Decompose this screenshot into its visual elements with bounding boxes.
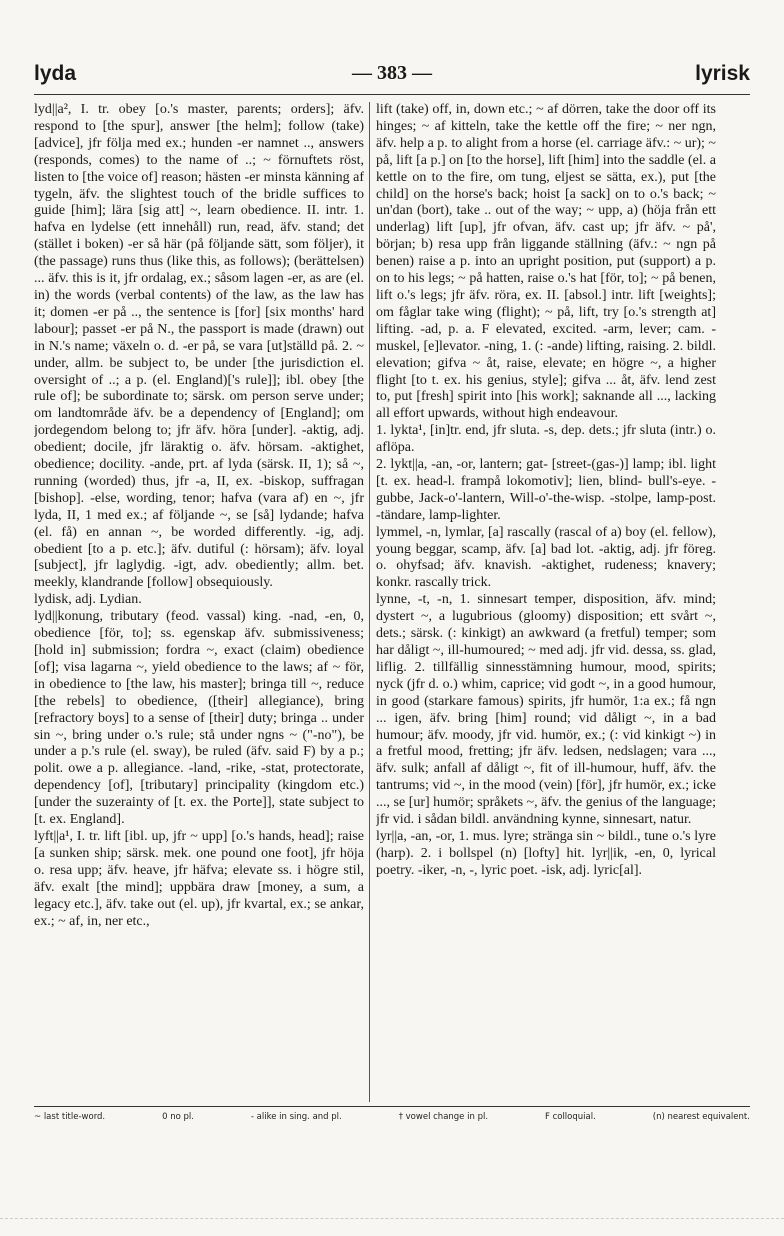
- left-column: [34, 102, 364, 1102]
- legend-item: - alike in sing. and pl.: [250, 1112, 342, 1122]
- column-divider: [369, 102, 370, 1102]
- header-rule: [34, 94, 750, 95]
- entry-lyfta: lyft||a¹, I. tr. lift [ibl. up, jfr ~ upp] [o.'s hands, head]; raise [a sunken ship; särsk. mek. one pound one foot], jfr höja o. resa upp; äfv. heave, jfr häfva; elevate ss. i högre stil, äfv. exalt [the mind]; uppbära draw [money, a sum, a legacy etc.], äfv. take out (el. up), jfr kvartal, ex.; se ankar, ex.; ~ af, in, ner etc.,: [34, 828, 364, 929]
- legend-item: 0 no pl.: [162, 1112, 194, 1122]
- legend-item: (n) nearest equivalent.: [652, 1112, 750, 1122]
- entry-lykta-2: 2. lykt||a, -an, -or, lantern; gat- [street-(gas-)] lamp; ibl. light [t. ex. head-l. frampå lokomotiv]; lien, blind- bull's-eye. -gubbe, Jack-o'-lantern, Will-o'-the-wisp. -stolpe, lamp-post. -tändare, lamp-lighter.: [376, 457, 716, 523]
- legend-item: ~ last title-word.: [34, 1112, 106, 1122]
- page-bottom-edge: [0, 1218, 784, 1219]
- entry-lyda: lyd||a², I. tr. obey [o.'s master, parents; orders]; äfv. respond to [the spur], answer [the helm]; follow (take) [advice], jfr följa med ex.; hunden -er namnet .., answers (responds, comes) to the name of ..; ~ förnuftets röst, listen to [the voice of] reason; hästen -er minsta känning af tygeln, äfv. the slightest touch of the bridle suffices to guide [him]; lära [sig att] ~, learn obedience. II. intr. 1. hafva en lydelse (ett innehåll) run, read, äfv. stand; det (stället i boken) -er så här (på följande sätt, som följer), it (the passage) runs thus (like this, as follows); (berättelsen) ... äfv. this is it, jfr ordalag, ex.; såsom lagen -er, as are (el. in) the words (verbal contents) of the law, as the law has it; domen -er på .., the sentence is [for] [six months' hard labour]; passet -er på N., the passport is made (drawn) out in N.'s name; växeln o. d. -er på, se vara [ut]ställd på. 2. ~ under, allm. be subject to, be under [the jurisdiction el. oversight of ..; a p. (el. England)['s rule]]; ibl. obey [the rule of]; be subordinate to; särsk. om person serve under; om landtområde äfv. be a dependency of [England]; om jordegendom belong to; jfr äfv. höra [under]. -aktig, adj. obedient; docile, jfr läraktig o. äfv. hörsam. -aktighet, obedience; docility. -ande, prt. af lyda (särsk. II, 1); så ~, running (worded) thus, jfr -a, II, ex. -biskop, suffragan [bishop]. -else, wording, tenor; hafva (vara af) en ~, jfr lyda, II, 1 med ex.; af följande ~, se [så] lydande; hafva (el. få) en annan ~, be worded differently. -ig, adj. obedient [to a p. etc.]; äfv. dutiful (: hörsam); äfv. loyal [subject], jfr laglydig. -igt, adv. obediently; allm. bet. meekly, klandrande [follow] obsequiously.: [34, 102, 364, 591]
- entry-lydkonung: lyd||konung, tributary (feod. vassal) king. -nad, -en, 0, obedience [för, to]; ss. egenskap äfv. submissiveness; [hold in] submission; fordra ~, exact (claim) obedience [of]; visa lagarna ~, yield obedience to the laws; af ~ för, in obedience to [the law, his master]; bringa till ~, reduce [the rebels] to obedience, ([their] allegiance), bring [refractory boys] to a sense of [their] duty; bringa .. under sin ~, bring under o.'s rule; stå under ngns ~ ("-no"), be under a p.'s rule (el. sway), be ruled (äfv. said F) by a p.; polit. owe a p. allegiance. -land, -rike, -stat, protectorate, dependency [of], [tributary] principality (kingdom etc.) [under the suzerainty of [t. ex. the Porte]], state subject to [t. ex. England].: [34, 609, 364, 828]
- legend-item: F colloquial.: [544, 1112, 596, 1122]
- right-guide-word: lyrisk: [695, 62, 750, 85]
- page-header: [34, 62, 750, 90]
- right-column: [376, 102, 716, 1102]
- entry-lykta-1: 1. lykta¹, [in]tr. end, jfr sluta. -s, dep. dets.; jfr sluta (intr.) o. aflöpa.: [376, 423, 716, 456]
- left-guide-word: lyda: [34, 62, 77, 85]
- abbreviation-legend: [34, 1112, 750, 1122]
- entry-lynne: lynne, -t, -n, 1. sinnesart temper, disposition, äfv. mind; dystert ~, a lugubrious (gloomy) disposition; ett svårt ~, dets.; särsk. (: kinkigt) an awkward (a fretful) temper; som har dåligt ~, ill-humoured; ~ med adj. jfr vid. dessa, ss. glad, liflig. 2. tillfällig sinnesstämning humour, mood, spirits; nyck (jfr d. o.) whim, caprice; vid godt ~, in a good humour, in good (starkare famous) spirits, jfr humör, 1:a ex.; få ngn ... igen, äfv. bring [him] round; vid dåligt ~, in a bad humour; äfv. moody, jfr vid. humör, ex.; (: vid kinkigt ~) in a fretful mood, fretting; jfr äfv. ledsen, nedslagen; vara ..., äfv. sulk; anfall af dåligt ~, fit of ill-humour, huff, äfv. the tantrums; vid ~, in the mood (vein) [för], jfr humör, ex.; icke ..., se [ur] humör; språkets ~, äfv. the genius of the language; jfr vid. i sådan bildl. användning kynne, sinnesart, natur.: [376, 592, 716, 828]
- entry-lydisk: lydisk, adj. Lydian.: [34, 592, 142, 608]
- footer-rule: [34, 1106, 750, 1107]
- legend-item: † vowel change in pl.: [398, 1112, 489, 1122]
- entry-lyra: lyr||a, -an, -or, 1. mus. lyre; stränga sin ~ bildl., tune o.'s lyre (harp). 2. i bollspel (n) [lofty] hit. lyr||ik, -en, 0, lyrical poetry. -iker, -n, -, lyric poet. -isk, adj. lyric[al].: [376, 828, 716, 878]
- entry-lyfta-continued: lift (take) off, in, down etc.; ~ af dörren, take the door off its hinges; ~ af kitteln, take the kettle off the fire; ~ ner ngn, äfv. help a p. to alight from a horse (el. carriage äfv.: ~ ur); ~ på, lift [a p.] on [to the horse], lift [him] into the saddle (el. a kettle on to the fire, om tung, eljest se sätta, ex.), put [the child] on the horse's back; hoist [a sack] on to o.'s back; ~ un'dan (bort), take .. out of the way; ~ upp, a) (höja från ett underlag) lift [up], jfr ofvan, äfv. cast up; jfr äfv. ~ på', början; b) resa upp från liggande ställning (äfv.: ~ ngn på benen) raise a p. into an upright position, put (support) a p. on to his legs; ~ på hatten, raise o.'s hat [för, to]; ~ på benen, lift o.'s legs; jfr äfv. röra, ex. II. [absol.] intr. lift [weights]; om fåglar take wing (flight); ~ på, lift, try [o.'s strength at] lifting. -ad, p. a. F elevated, excited. -arm, lever; cam. -muskel, [e]levator. -ning, 1. (: -ande) lifting, raising. 2. bildl. elevation; gifva ~ åt, raise, elevate; en högre ~, a higher flight [to t. ex. his genius, style]; gifva ... åt, äfv. lend zest to, put [fresh] spirit into [his work]; saknande all ..., lacking all effort upwards, without high endeavour.: [376, 102, 716, 422]
- page-number: — 383 —: [352, 62, 432, 84]
- entry-lymmel: lymmel, -n, lymlar, [a] rascally (rascal of a) boy (el. fellow), young beggar, scamp, äfv. [a] bad lot. -aktig, adj. jfr föreg. o. ohyfsad; äfv. knavish. -aktighet, rudeness; knavery; konkr. rascally trick.: [376, 524, 716, 591]
